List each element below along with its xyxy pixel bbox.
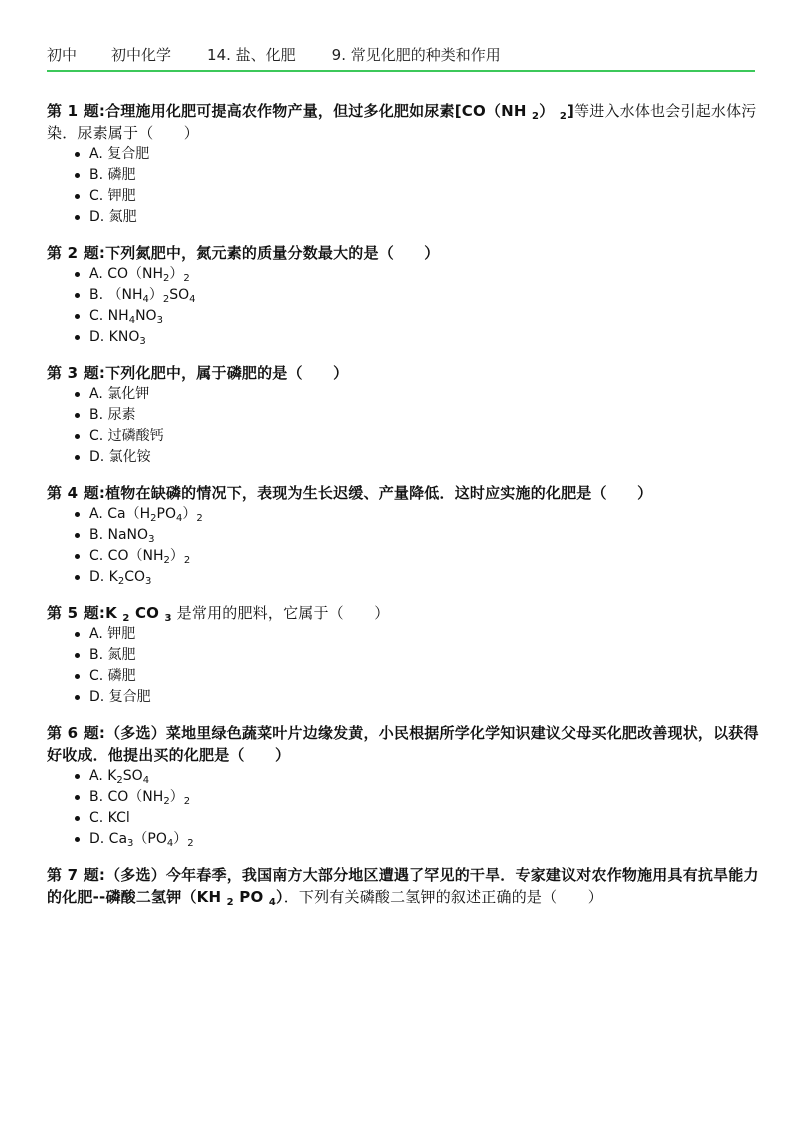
question-1-options	[47, 144, 759, 228]
option-d[interactable]: D. 复合肥	[75, 687, 759, 708]
breadcrumb-subject[interactable]: 初中化学	[111, 45, 172, 64]
question-6-options	[47, 766, 759, 850]
breadcrumb-level-1[interactable]: 初中	[47, 45, 78, 64]
option-b[interactable]: B. 磷肥	[75, 165, 759, 186]
question-4	[47, 482, 759, 588]
option-d[interactable]: D. $KNO_3$	[75, 327, 759, 348]
question-5-text: 第 5 题:K $_2$ CO $_3$ 是常用的肥料，它属于（ ）	[47, 604, 390, 624]
question-4-text: 第 4 题:植物在缺磷的情况下，表现为生长迟缓、产量降低．这时应实施的化肥是（ ）	[47, 484, 653, 502]
option-c[interactable]: C. 钾肥	[75, 186, 759, 207]
option-d[interactable]: D. 氯化铵	[75, 447, 759, 468]
option-b[interactable]: B. $CO(NH_2)_2$	[75, 787, 759, 808]
option-d[interactable]: D. 氮肥	[75, 207, 759, 228]
breadcrumb-chapter[interactable]: 14. 盐、化肥	[207, 45, 296, 64]
option-c[interactable]: C. 磷肥	[75, 666, 759, 687]
header-divider	[47, 70, 755, 72]
question-1-text: 第 1 题:合理施用化肥可提高农作物产量，但过多化肥如尿素[CO（NH $_2$） $_2$]等进入水体也会引起水体污染．尿素属于（ ）	[47, 102, 757, 142]
question-7	[47, 864, 759, 908]
option-c[interactable]: C. $CO(NH_2)_2$	[75, 546, 759, 567]
question-list	[47, 100, 759, 922]
option-b[interactable]: B. 尿素	[75, 405, 759, 426]
question-3-options	[47, 384, 759, 468]
question-1	[47, 100, 759, 228]
question-4-options	[47, 504, 759, 588]
option-c[interactable]: C. 过磷酸钙	[75, 426, 759, 447]
question-5-options	[47, 624, 759, 708]
breadcrumb	[47, 38, 755, 70]
option-b[interactable]: B. NaNO$_3$	[75, 525, 759, 546]
question-6	[47, 722, 759, 850]
question-2-text: 第 2 题:下列氮肥中，氮元素的质量分数最大的是（ ）	[47, 244, 440, 262]
option-a[interactable]: A. $Ca(H_2PO_4)_2$	[75, 504, 759, 525]
option-d[interactable]: D. $K_2CO_3$	[75, 567, 759, 588]
option-a[interactable]: A. 钾肥	[75, 624, 759, 645]
breadcrumb-topic[interactable]: 9. 常见化肥的种类和作用	[331, 45, 501, 64]
question-6-text: 第 6 题:（多选）菜地里绿色蔬菜叶片边缘发黄，小民根据所学化学知识建议父母买化肥改善现状，以获得好收成．他提出买的化肥是（ ）	[47, 724, 759, 764]
option-c[interactable]: C. $NH_4NO_3$	[75, 306, 759, 327]
question-7-text: 第 7 题:（多选）今年春季，我国南方大部分地区遭遇了罕见的干旱．专家建议对农作物施用具有抗旱能力的化肥--磷酸二氢钾（KH $_2$ PO $_4$）．下列有关磷酸二氢钾的叙述正确的是（ ）	[47, 866, 759, 908]
question-2-options	[47, 264, 759, 348]
option-a[interactable]: A. 氯化钾	[75, 384, 759, 405]
question-5	[47, 602, 759, 708]
option-a[interactable]: A. 复合肥	[75, 144, 759, 165]
option-b[interactable]: B. 氮肥	[75, 645, 759, 666]
option-a[interactable]: A. $CO(NH_2)_2$	[75, 264, 759, 285]
option-d[interactable]: D. $Ca_3(PO_4)_2$	[75, 829, 759, 850]
question-3-text: 第 3 题:下列化肥中，属于磷肥的是（ ）	[47, 364, 349, 382]
option-c[interactable]: C. KCl	[75, 808, 759, 829]
option-b[interactable]: B. $(NH_4)_2SO_4$	[75, 285, 759, 306]
question-3	[47, 362, 759, 468]
question-2	[47, 242, 759, 348]
option-a[interactable]: A. $K_2SO_4$	[75, 766, 759, 787]
